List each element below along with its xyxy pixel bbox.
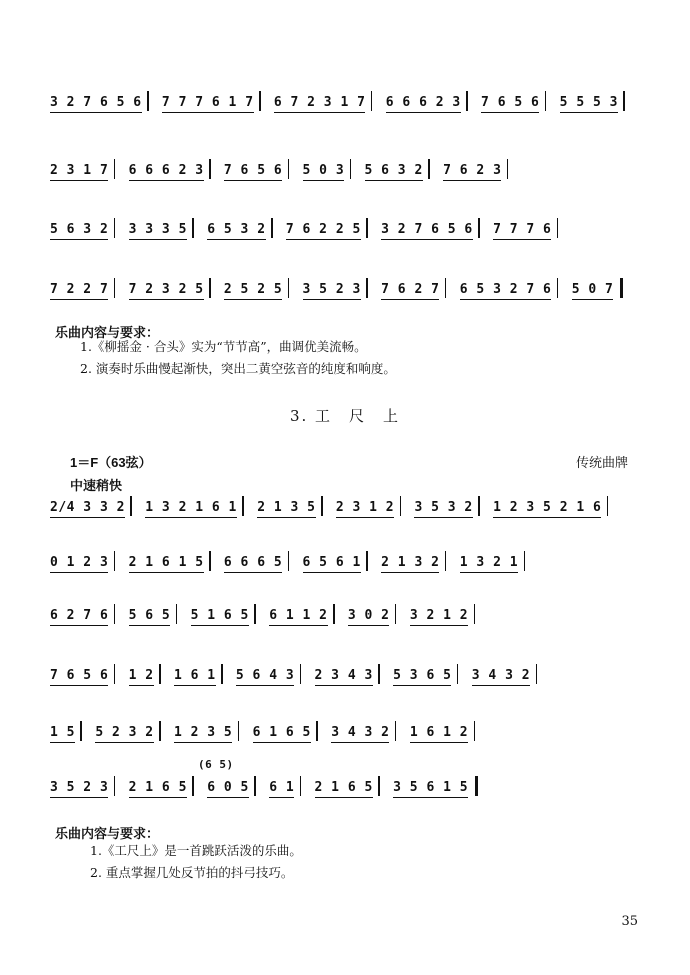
measure bbox=[330, 500, 400, 515]
measure bbox=[454, 282, 558, 297]
notes: 1 2 bbox=[128, 668, 154, 683]
notes: 6 5 3 2 bbox=[207, 222, 266, 237]
notes: 2 3 1 2 bbox=[335, 500, 395, 515]
measure bbox=[280, 222, 367, 237]
notes: 3 2 1 2 bbox=[409, 608, 469, 623]
measure bbox=[408, 500, 478, 515]
notes: 7 2 3 2 5 bbox=[128, 282, 204, 297]
notes: 3 4 3 2 bbox=[331, 725, 390, 740]
notes: 3 2 7 6 5 6 bbox=[381, 222, 473, 237]
measure bbox=[230, 668, 300, 683]
piece1-line-1 bbox=[48, 95, 648, 117]
measure bbox=[48, 780, 114, 795]
measure bbox=[123, 555, 210, 570]
notes: 5 3 6 5 bbox=[393, 668, 452, 683]
measure bbox=[48, 500, 131, 515]
notes: 7 6 5 6 bbox=[50, 668, 109, 683]
measure bbox=[168, 725, 238, 740]
notes: 7 2 2 7 bbox=[50, 282, 109, 297]
notes: 6 6 6 5 bbox=[223, 555, 283, 570]
piece2-line-5 bbox=[48, 725, 648, 747]
measure bbox=[48, 95, 148, 110]
notes: 7 7 7 6 bbox=[493, 222, 552, 237]
measure bbox=[218, 282, 288, 297]
piece1-requirements-heading: 乐曲内容与要求： bbox=[55, 325, 160, 340]
measure bbox=[387, 668, 457, 683]
piece2-line-1 bbox=[48, 500, 648, 522]
notes: 2 1 6 5 bbox=[314, 780, 373, 795]
notes: 1 2 3 5 2 1 6 bbox=[493, 500, 602, 515]
measure bbox=[375, 222, 479, 237]
notes: 5 1 6 5 bbox=[190, 608, 249, 623]
notes: 5 6 4 3 bbox=[235, 668, 295, 683]
notes: 0 1 2 3 bbox=[50, 555, 109, 570]
notes: 7 6 2 3 bbox=[443, 163, 502, 178]
notes: 3 5 2 3 bbox=[50, 780, 109, 795]
notes: 1 3 2 1 bbox=[459, 555, 519, 570]
notes: 3 5 2 3 bbox=[302, 282, 361, 297]
measure bbox=[437, 163, 507, 178]
measure bbox=[375, 282, 445, 297]
measure bbox=[123, 780, 193, 795]
measure bbox=[487, 500, 607, 515]
measure bbox=[168, 668, 222, 683]
notes: 6 0 5 bbox=[207, 780, 249, 795]
piece1-line-2 bbox=[48, 163, 648, 185]
measure bbox=[139, 500, 243, 515]
piece1-line-3 bbox=[48, 222, 648, 244]
notes: 7 6 5 6 bbox=[481, 95, 540, 110]
piece2-source: 传统曲牌 bbox=[575, 456, 628, 471]
measure bbox=[218, 555, 288, 570]
measure bbox=[48, 725, 81, 740]
measure bbox=[342, 608, 396, 623]
page-number: 35 bbox=[621, 914, 638, 929]
measure bbox=[48, 608, 114, 623]
measure bbox=[466, 668, 536, 683]
notes: 1 5 bbox=[50, 725, 75, 740]
notes: 5 0 7 bbox=[571, 282, 614, 297]
notes: 5 6 3 2 bbox=[364, 163, 423, 178]
piece2-requirement-1: 1.《工尺上》是一首跳跃活泼的乐曲。 bbox=[90, 843, 302, 858]
notes: 3 4 3 2 bbox=[471, 668, 531, 683]
measure bbox=[297, 282, 367, 297]
notes: 3 5 3 2 bbox=[414, 500, 473, 515]
measure bbox=[247, 725, 317, 740]
measure bbox=[309, 780, 379, 795]
measure bbox=[89, 725, 159, 740]
notes: 2 1 6 5 bbox=[128, 780, 187, 795]
notes: 1 2 3 5 bbox=[173, 725, 233, 740]
notes: 6 5 6 1 bbox=[302, 555, 361, 570]
notes: 5 2 3 2 bbox=[95, 725, 154, 740]
piece1-line-4 bbox=[48, 282, 648, 304]
piece2-variant: (6 5) bbox=[198, 758, 234, 771]
measure bbox=[48, 163, 114, 178]
piece2-line-4 bbox=[48, 668, 648, 690]
notes: 1 6 1 bbox=[173, 668, 216, 683]
measure bbox=[263, 780, 300, 795]
measure bbox=[251, 500, 321, 515]
piece2-line-6 bbox=[48, 780, 648, 802]
measure bbox=[309, 668, 379, 683]
notes: 2 5 2 5 bbox=[223, 282, 283, 297]
measure bbox=[387, 780, 474, 795]
notes: 3 3 3 5 bbox=[128, 222, 187, 237]
measure bbox=[554, 95, 624, 110]
notes: 5 6 3 2 bbox=[50, 222, 109, 237]
notes: 7 7 7 6 1 7 bbox=[161, 95, 254, 110]
measure bbox=[404, 725, 474, 740]
measure bbox=[359, 163, 429, 178]
piece2-line-2 bbox=[48, 555, 648, 577]
notes: 7 6 5 6 bbox=[223, 163, 283, 178]
measure bbox=[123, 222, 193, 237]
notes: 7 6 2 7 bbox=[381, 282, 440, 297]
notes: 6 1 1 2 bbox=[269, 608, 328, 623]
measure bbox=[48, 555, 114, 570]
notes: 2 3 4 3 bbox=[314, 668, 373, 683]
measure bbox=[201, 222, 271, 237]
measure bbox=[218, 163, 288, 178]
measure bbox=[263, 608, 333, 623]
notes: 7 6 2 2 5 bbox=[285, 222, 361, 237]
notes: 1 3 2 1 6 1 bbox=[145, 500, 237, 515]
notes: 5 0 3 bbox=[302, 163, 345, 178]
piece2-line-3 bbox=[48, 608, 648, 630]
notes: 5 6 5 bbox=[128, 608, 171, 623]
measure bbox=[48, 222, 114, 237]
notes: 3 2 7 6 5 6 bbox=[50, 95, 142, 110]
notes: 3 5 6 1 5 bbox=[393, 780, 469, 795]
piece2-requirements-heading: 乐曲内容与要求： bbox=[55, 826, 160, 841]
measure bbox=[156, 95, 260, 110]
measure bbox=[201, 780, 255, 795]
measure bbox=[404, 608, 474, 623]
measure bbox=[297, 163, 351, 178]
measure bbox=[48, 282, 114, 297]
notes: 6 1 bbox=[269, 780, 295, 795]
measure bbox=[454, 555, 524, 570]
notes: 5 5 5 3 bbox=[559, 95, 618, 110]
notes: 6 6 6 2 3 bbox=[385, 95, 461, 110]
notes: 6 1 6 5 bbox=[252, 725, 311, 740]
notes: 2 3 1 7 bbox=[50, 163, 109, 178]
measure bbox=[123, 282, 210, 297]
notes: 1 6 1 2 bbox=[409, 725, 469, 740]
measure bbox=[123, 163, 210, 178]
measure bbox=[297, 555, 367, 570]
notes: 2/4 3 3 2 bbox=[50, 500, 125, 515]
piece1-requirement-2: 2. 演奏时乐曲慢起渐快，突出二黄空弦音的纯度和响度。 bbox=[80, 361, 396, 376]
piece2-key-signature: 1＝F（63弦） bbox=[70, 455, 152, 470]
notes: 6 5 3 2 7 6 bbox=[459, 282, 552, 297]
measure bbox=[475, 95, 545, 110]
notes: 6 6 6 2 3 bbox=[128, 163, 204, 178]
piece2-tempo: 中速稍快 bbox=[70, 478, 123, 493]
measure bbox=[487, 222, 557, 237]
measure bbox=[380, 95, 467, 110]
measure bbox=[268, 95, 372, 110]
notes: 2 1 3 2 bbox=[381, 555, 440, 570]
notes: 6 2 7 6 bbox=[50, 608, 109, 623]
measure bbox=[123, 668, 160, 683]
notes: 2 1 6 1 5 bbox=[128, 555, 204, 570]
measure bbox=[123, 608, 177, 623]
measure bbox=[185, 608, 255, 623]
notes: 3 0 2 bbox=[347, 608, 390, 623]
piece2-title: 3. 工 尺 上 bbox=[289, 407, 401, 425]
piece1-requirement-1: 1.《柳摇金 · 合头》实为“节节高”，曲调优美流畅。 bbox=[80, 339, 367, 354]
measure bbox=[566, 282, 620, 297]
notes: 6 7 2 3 1 7 bbox=[273, 95, 366, 110]
measure bbox=[325, 725, 395, 740]
notes: 2 1 3 5 bbox=[257, 500, 316, 515]
measure bbox=[48, 668, 114, 683]
measure bbox=[375, 555, 445, 570]
piece2-requirement-2: 2. 重点掌握几处反节拍的抖弓技巧。 bbox=[90, 865, 294, 880]
